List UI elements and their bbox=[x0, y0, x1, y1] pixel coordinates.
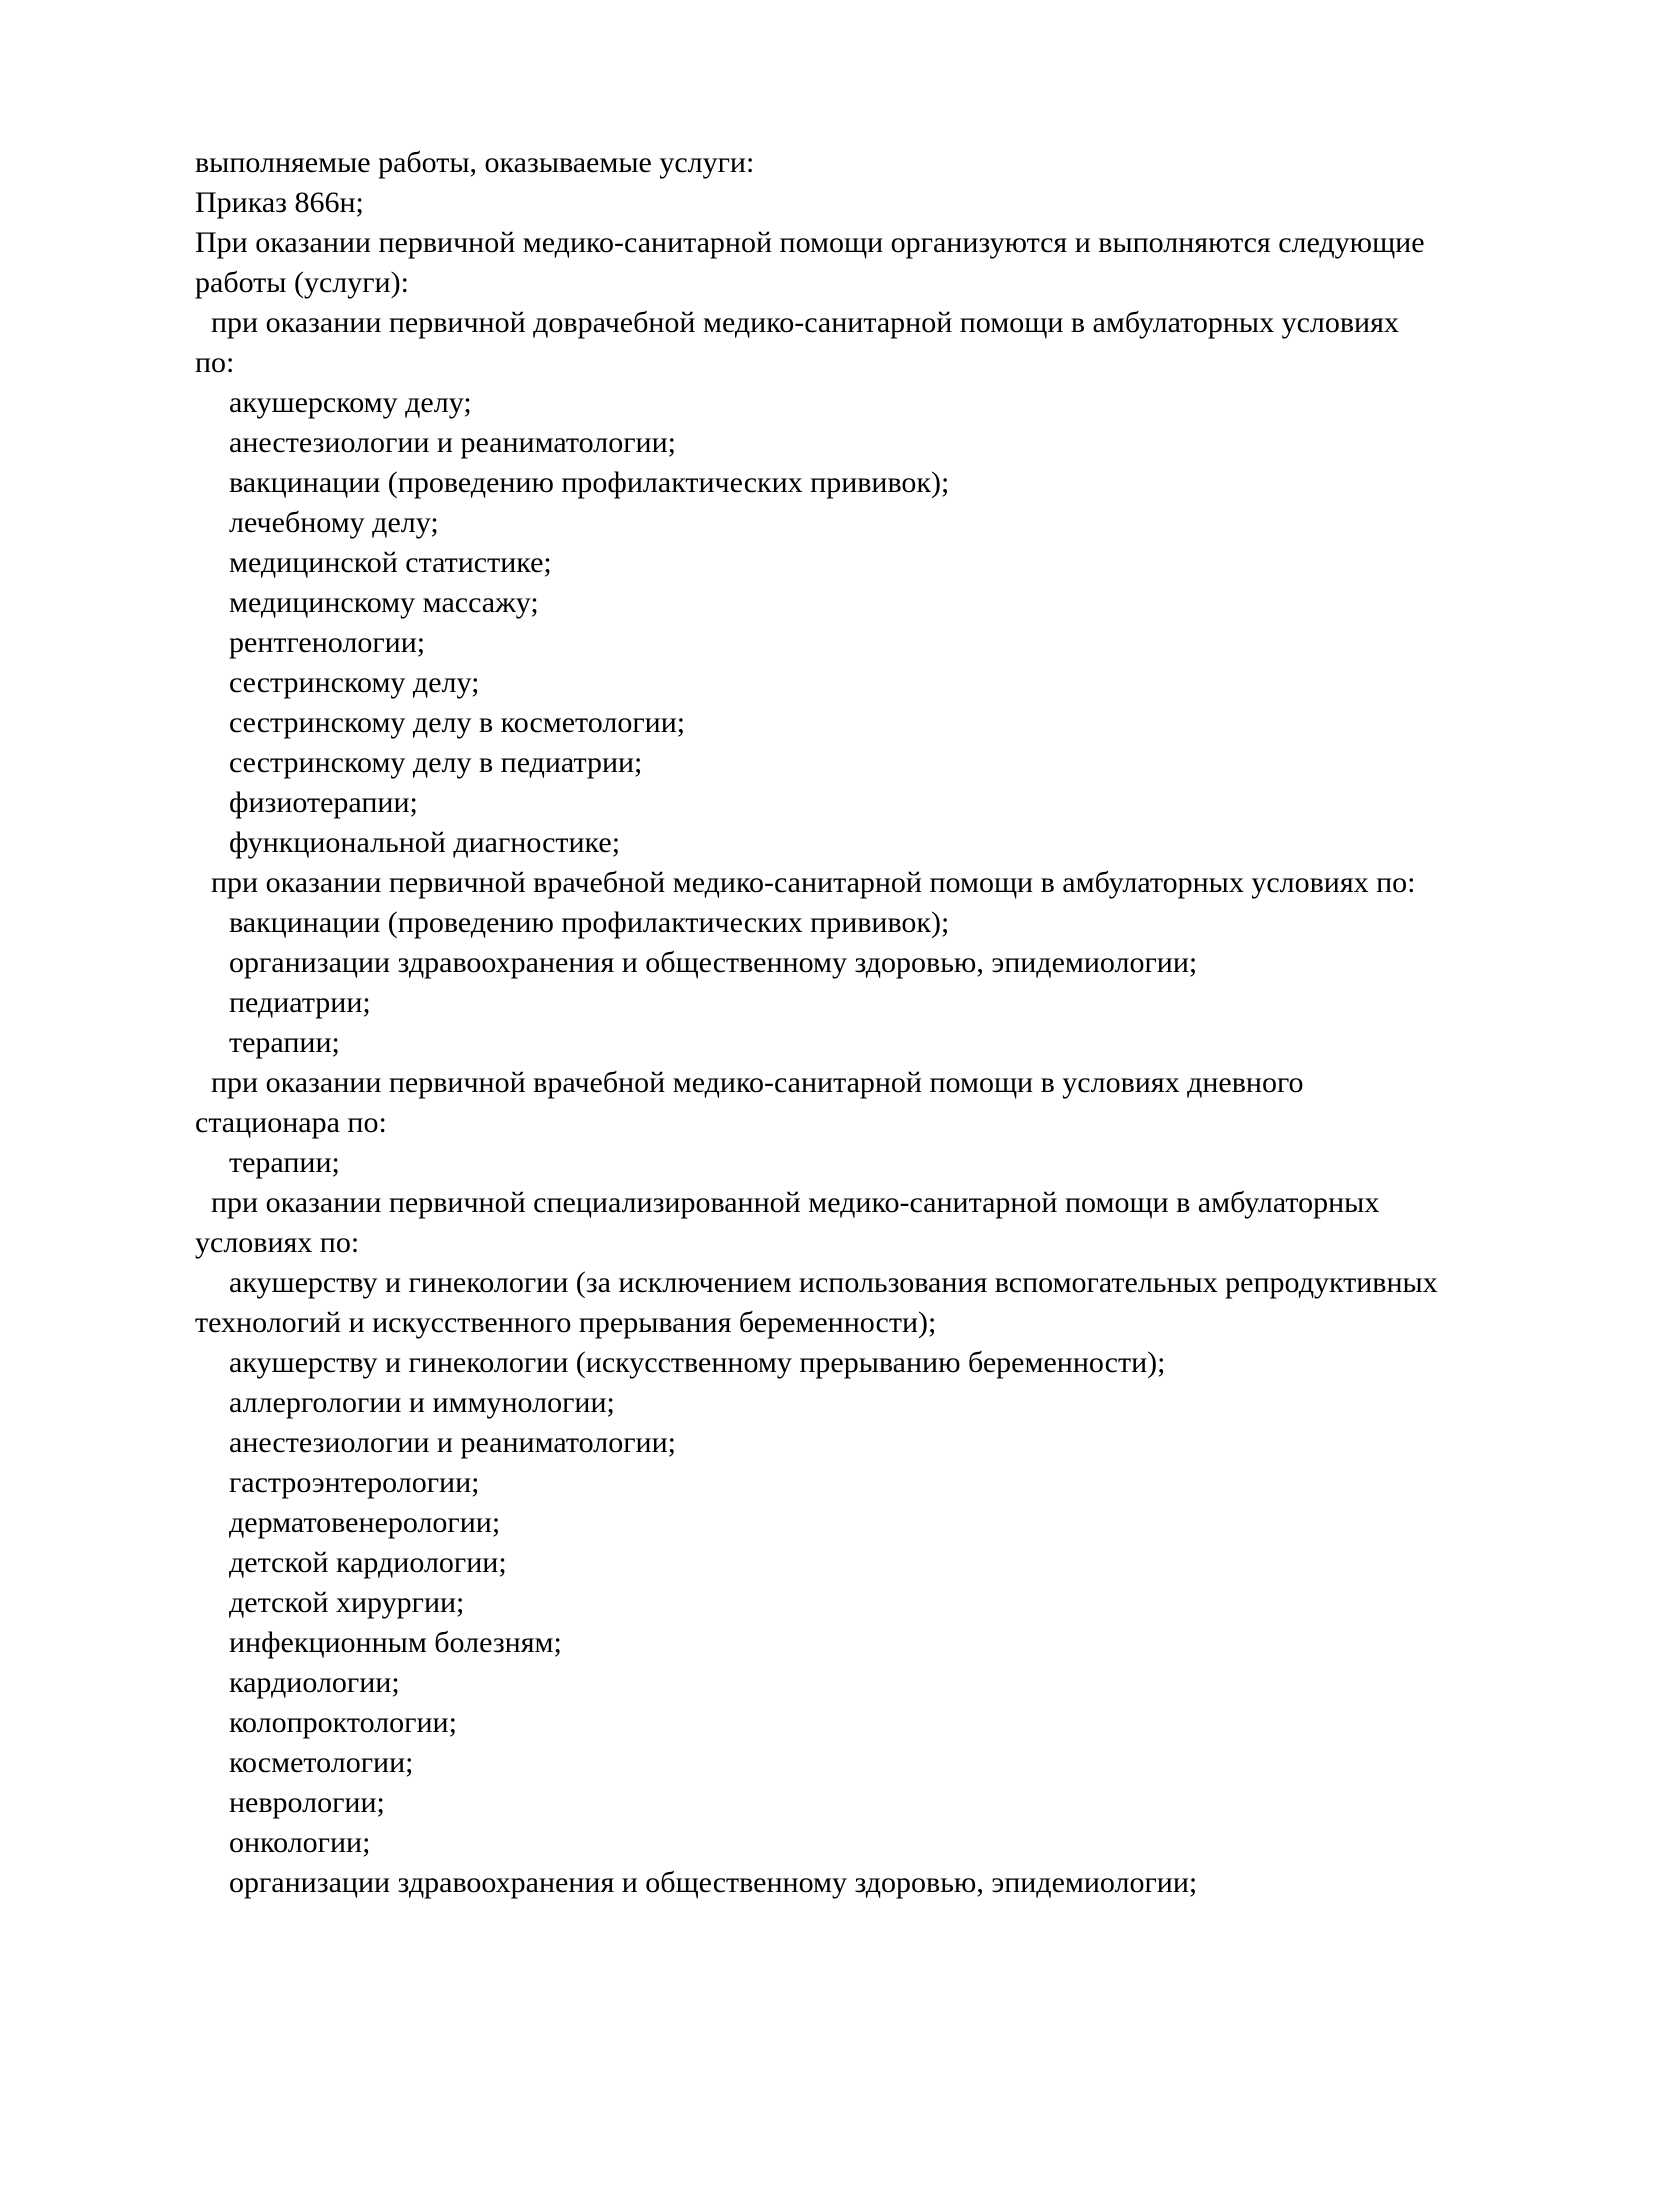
list-item: гастроэнтерологии; bbox=[229, 1466, 480, 1499]
list-item: акушерству и гинекологии (за исключением использования вспомогательных репродуктивных bbox=[229, 1266, 1438, 1299]
list-item: инфекционным болезням; bbox=[229, 1626, 562, 1659]
document-line: Приказ 866н; bbox=[195, 186, 364, 219]
list-item: сестринскому делу в косметологии; bbox=[229, 706, 686, 739]
document-line: работы (услуги): bbox=[195, 266, 409, 299]
list-item: колопроктологии; bbox=[229, 1706, 457, 1739]
list-item: организации здравоохранения и общественному здоровью, эпидемиологии; bbox=[229, 946, 1198, 979]
section-line: при оказании первичной врачебной медико-санитарной помощи в условиях дневного bbox=[211, 1066, 1304, 1099]
list-item: детской кардиологии; bbox=[229, 1546, 507, 1579]
list-item: педиатрии; bbox=[229, 986, 371, 1019]
list-item: рентгенологии; bbox=[229, 626, 426, 659]
list-item: медицинской статистике; bbox=[229, 546, 552, 579]
document-line: по: bbox=[195, 346, 235, 379]
list-item: терапии; bbox=[229, 1026, 340, 1059]
list-item: детской хирургии; bbox=[229, 1586, 465, 1619]
section-line: при оказании первичной врачебной медико-санитарной помощи в амбулаторных условиях по: bbox=[211, 866, 1416, 899]
list-item: анестезиологии и реаниматологии; bbox=[229, 426, 676, 459]
list-item: лечебному делу; bbox=[229, 506, 439, 539]
list-item: кардиологии; bbox=[229, 1666, 400, 1699]
list-item: аллергологии и иммунологии; bbox=[229, 1386, 615, 1419]
document-line: выполняемые работы, оказываемые услуги: bbox=[195, 146, 755, 179]
document-line: условиях по: bbox=[195, 1226, 360, 1259]
document-line: стационара по: bbox=[195, 1106, 387, 1139]
document-line: технологий и искусственного прерывания беременности); bbox=[195, 1306, 937, 1339]
section-line: при оказании первичной специализированной медико-санитарной помощи в амбулаторных bbox=[211, 1186, 1380, 1219]
document-line: При оказании первичной медико-санитарной помощи организуются и выполняются следующие bbox=[195, 226, 1425, 259]
list-item: вакцинации (проведению профилактических прививок); bbox=[229, 906, 950, 939]
list-item: дерматовенерологии; bbox=[229, 1506, 501, 1539]
list-item: вакцинации (проведению профилактических прививок); bbox=[229, 466, 950, 499]
list-item: акушерскому делу; bbox=[229, 386, 472, 419]
list-item: онкологии; bbox=[229, 1826, 371, 1859]
document-body bbox=[195, 143, 1615, 1903]
list-item: сестринскому делу; bbox=[229, 666, 480, 699]
list-item: медицинскому массажу; bbox=[229, 586, 539, 619]
list-item: анестезиологии и реаниматологии; bbox=[229, 1426, 676, 1459]
list-item: функциональной диагностике; bbox=[229, 826, 621, 859]
list-item: терапии; bbox=[229, 1146, 340, 1179]
section-line: при оказании первичной доврачебной медико-санитарной помощи в амбулаторных условиях bbox=[211, 306, 1399, 339]
list-item: косметологии; bbox=[229, 1746, 414, 1779]
list-item: физиотерапии; bbox=[229, 786, 418, 819]
list-item: неврологии; bbox=[229, 1786, 385, 1819]
list-item: сестринскому делу в педиатрии; bbox=[229, 746, 643, 779]
list-item: акушерству и гинекологии (искусственному прерыванию беременности); bbox=[229, 1346, 1166, 1379]
list-item: организации здравоохранения и общественному здоровью, эпидемиологии; bbox=[229, 1866, 1198, 1899]
